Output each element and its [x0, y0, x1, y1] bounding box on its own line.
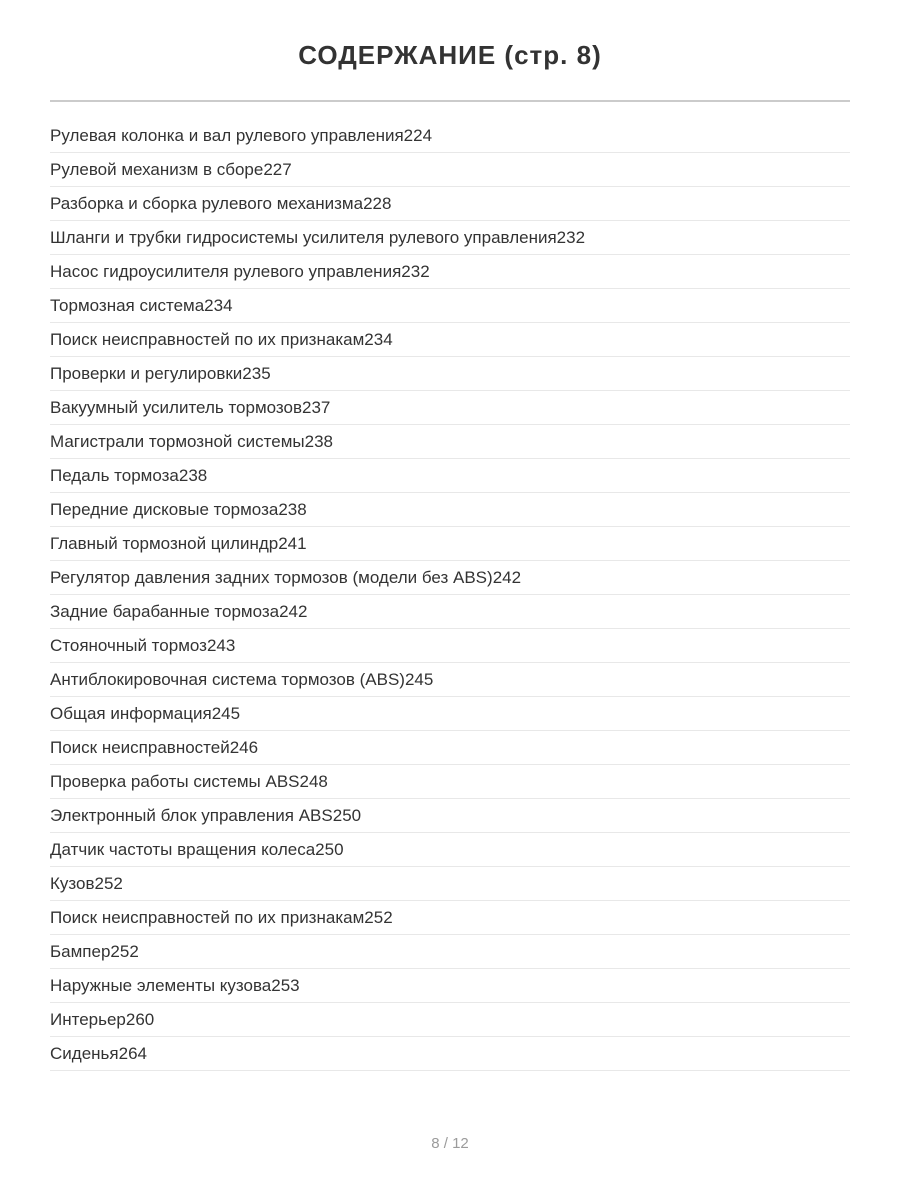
toc-row — [50, 1003, 850, 1037]
toc-row — [50, 731, 850, 765]
toc-row — [50, 323, 850, 357]
toc-item-page: 250 — [332, 805, 362, 825]
toc-item-label: Поиск неисправностей по их признакам — [50, 907, 365, 927]
toc-item-page: 232 — [556, 227, 586, 247]
toc-item-page: 224 — [403, 125, 433, 145]
toc-item-page: 246 — [229, 737, 259, 757]
toc-row — [50, 697, 850, 731]
toc-row — [50, 561, 850, 595]
toc-item-page: 241 — [278, 533, 307, 553]
toc-item-page: 264 — [118, 1043, 147, 1063]
toc-item-label: Датчик частоты вращения колеса — [50, 839, 316, 859]
toc-item-label: Проверки и регулировки — [50, 363, 243, 383]
toc-item-label: Шланги и трубки гидросистемы усилителя рулевого управления — [50, 227, 557, 247]
toc-item-label: Антиблокировочная система тормозов (ABS) — [50, 669, 405, 689]
toc-item-label: Электронный блок управления ABS — [50, 805, 333, 825]
toc-row — [50, 663, 850, 697]
toc-item-label: Поиск неисправностей — [50, 737, 230, 757]
toc-item-label: Стояночный тормоз — [50, 635, 207, 655]
toc-item-page: 234 — [364, 329, 393, 349]
toc-row — [50, 187, 850, 221]
toc-item-label: Разборка и сборка рулевого механизма — [50, 193, 364, 213]
toc-row — [50, 527, 850, 561]
toc-row — [50, 289, 850, 323]
toc-row — [50, 1037, 850, 1071]
toc-item-label: Вакуумный усилитель тормозов — [50, 397, 302, 417]
toc-item-page: 238 — [304, 431, 333, 451]
toc-item-page: 227 — [263, 159, 292, 179]
toc-item-label: Рулевой механизм в сборе — [50, 159, 264, 179]
toc-item-page: 245 — [211, 703, 241, 723]
toc-item-page: 252 — [94, 873, 123, 893]
toc-row — [50, 969, 850, 1003]
toc-item-label: Проверка работы системы ABS — [50, 771, 300, 791]
toc-row — [50, 391, 850, 425]
toc-item-page: 238 — [178, 465, 208, 485]
toc-item-page: 242 — [279, 601, 308, 621]
toc-item-label: Бампер — [50, 941, 111, 961]
toc-item-label: Наружные элементы кузова — [50, 975, 272, 995]
toc-item-page: 252 — [110, 941, 139, 961]
toc-item-page: 250 — [315, 839, 344, 859]
toc-item-label: Тормозная система — [50, 295, 205, 315]
toc-item-page: 243 — [206, 635, 236, 655]
toc-item-page: 234 — [204, 295, 233, 315]
toc-row — [50, 425, 850, 459]
toc-row — [50, 459, 850, 493]
toc-row — [50, 833, 850, 867]
page-title: СОДЕРЖАНИЕ (стр. 8) — [298, 40, 602, 70]
toc-item-label: Педаль тормоза — [50, 465, 179, 485]
title-divider — [50, 100, 850, 102]
toc-row — [50, 153, 850, 187]
toc-row — [50, 799, 850, 833]
toc-item-page: 248 — [299, 771, 328, 791]
toc-item-label: Задние барабанные тормоза — [50, 601, 280, 621]
toc-item-page: 260 — [125, 1009, 155, 1029]
toc-row — [50, 221, 850, 255]
toc-row — [50, 629, 850, 663]
toc-item-label: Магистрали тормозной системы — [50, 431, 305, 451]
toc-row — [50, 901, 850, 935]
toc-item-page: 232 — [401, 261, 430, 281]
toc-row — [50, 595, 850, 629]
toc-item-label: Интерьер — [50, 1009, 126, 1029]
toc-item-page: 253 — [271, 975, 300, 995]
toc-row — [50, 867, 850, 901]
toc-item-label: Рулевая колонка и вал рулевого управления — [50, 125, 404, 145]
toc-item-page: 238 — [278, 499, 307, 519]
toc-item-page: 242 — [492, 567, 522, 587]
toc-item-page: 237 — [302, 397, 331, 417]
toc-list — [50, 119, 850, 1071]
toc-item-page: 252 — [364, 907, 393, 927]
toc-row — [50, 765, 850, 799]
toc-item-label: Главный тормозной цилиндр — [50, 533, 279, 553]
toc-item-label: Передние дисковые тормоза — [50, 499, 279, 519]
toc-row — [50, 119, 850, 153]
toc-item-label: Поиск неисправностей по их признакам — [50, 329, 365, 349]
toc-item-page: 235 — [242, 363, 271, 383]
toc-item-label: Общая информация — [50, 703, 212, 723]
toc-row — [50, 935, 850, 969]
toc-item-label: Кузов — [50, 873, 95, 893]
toc-item-label: Регулятор давления задних тормозов (модели без ABS) — [50, 567, 493, 587]
toc-item-label: Сиденья — [50, 1043, 119, 1063]
toc-item-page: 245 — [404, 669, 434, 689]
toc-row — [50, 493, 850, 527]
toc-row — [50, 357, 850, 391]
toc-item-page: 228 — [363, 193, 392, 213]
page-indicator: 8 / 12 — [431, 1135, 469, 1152]
toc-item-label: Насос гидроусилителя рулевого управления — [50, 261, 402, 281]
toc-row — [50, 255, 850, 289]
